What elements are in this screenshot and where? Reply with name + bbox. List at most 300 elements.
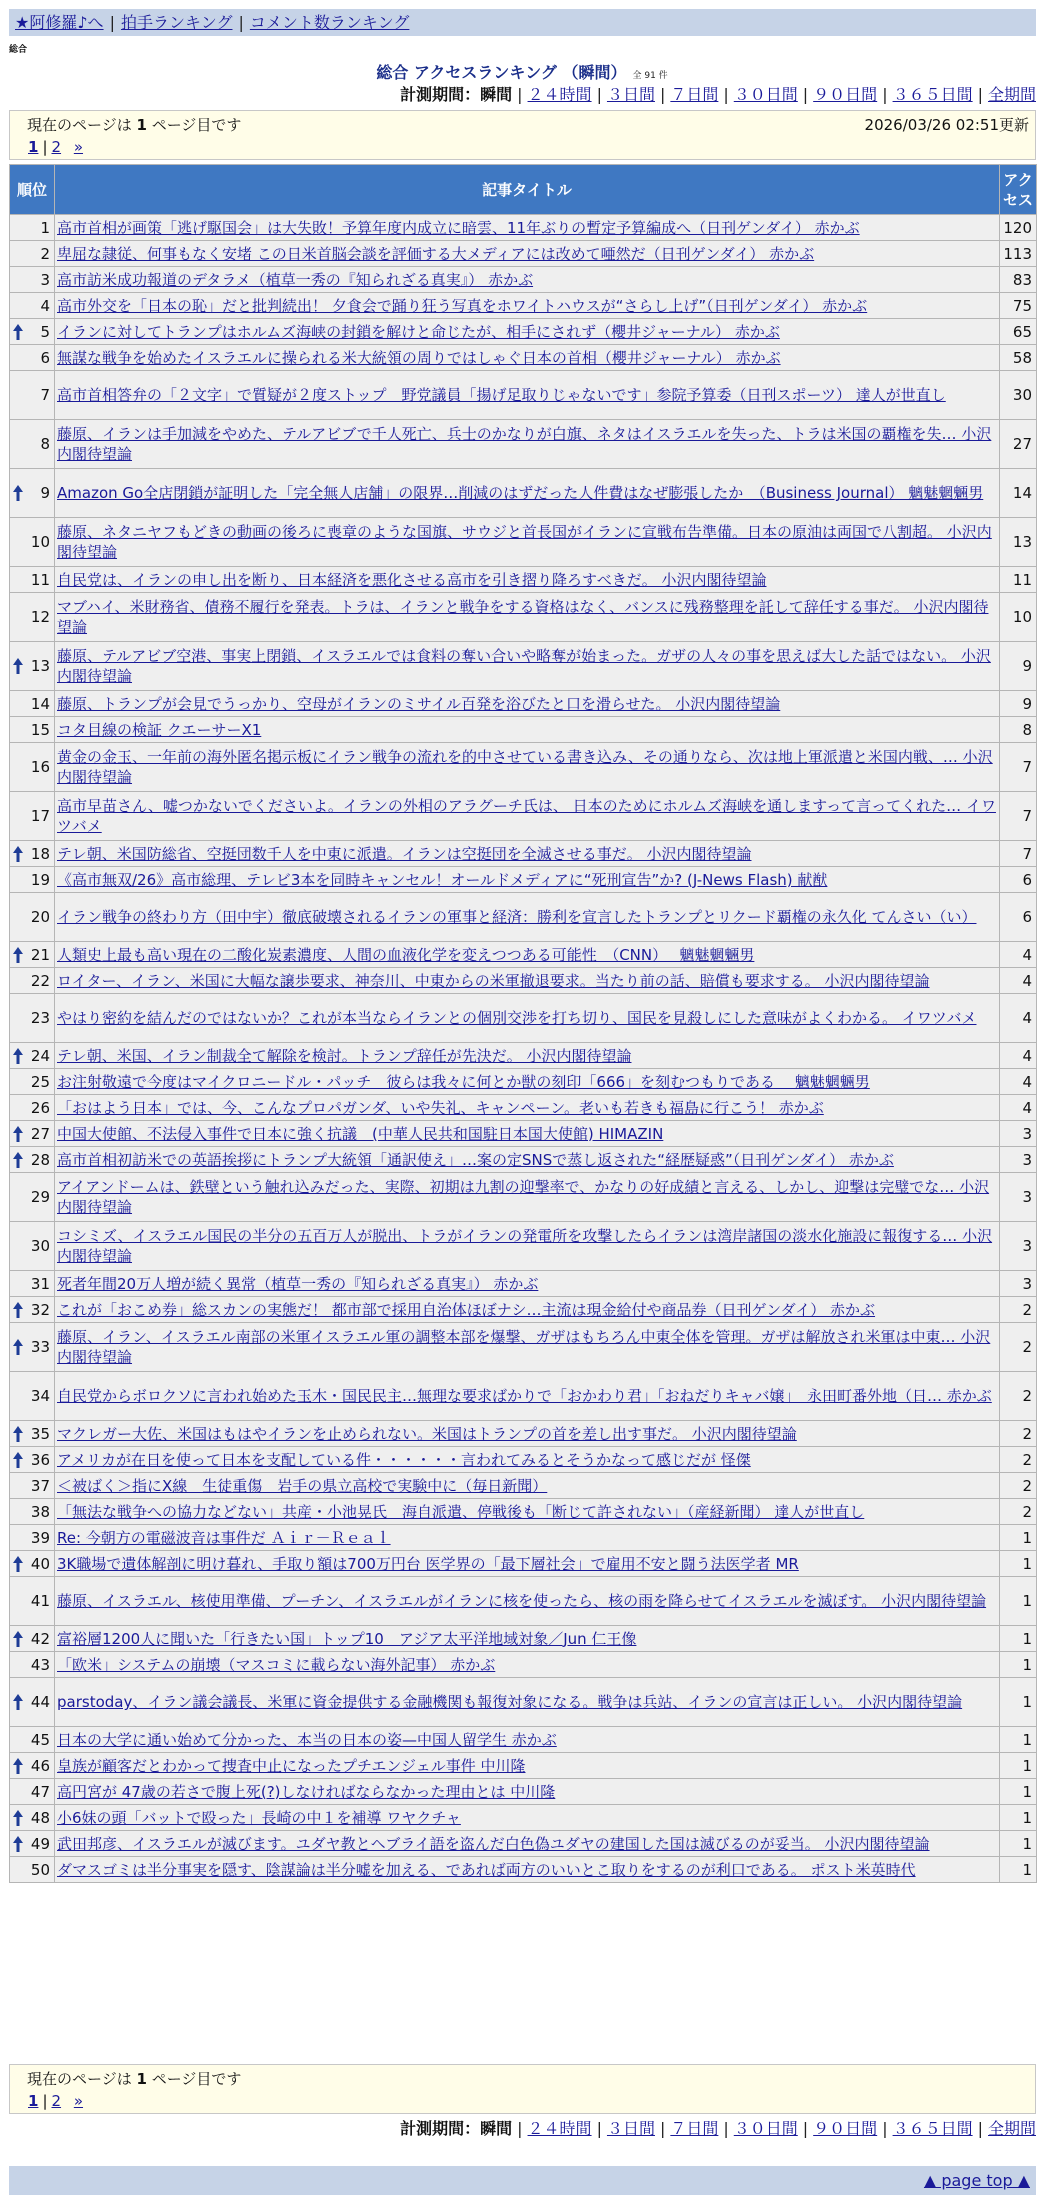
table-row bbox=[10, 241, 1036, 266]
rank-number: 2 bbox=[40, 244, 50, 263]
rank-up-arrow-icon bbox=[13, 1694, 23, 1710]
title-cell bbox=[55, 1173, 999, 1221]
article-title-link[interactable]: 高市首相が画策「逃げ駆国会」は大失敗！予算年度内成立に暗雲、11年ぶりの暫定予算編成へ（日刊ゲンダイ） 赤かぶ bbox=[57, 218, 860, 237]
page-link-current[interactable]: 1 bbox=[28, 2092, 39, 2110]
access-count: 7 bbox=[1000, 841, 1036, 866]
article-title-link[interactable]: 「おはよう日本」では、今、こんなプロパガンダ、いや失礼、キャンペーン。老いも若きも福島に行こう！ 赤かぶ bbox=[57, 1098, 824, 1117]
rank-number: 24 bbox=[30, 1046, 50, 1065]
top-navigation-bar bbox=[9, 9, 1036, 36]
current-page-number: 1 bbox=[136, 116, 147, 134]
rank-cell bbox=[10, 593, 54, 641]
table-row bbox=[10, 1147, 1036, 1172]
rank-up-arrow-icon bbox=[13, 1302, 23, 1318]
period-current: 瞬間 bbox=[480, 2119, 513, 2138]
title-cell bbox=[55, 1121, 999, 1146]
title-cell bbox=[55, 743, 999, 791]
page-link-2[interactable]: 2 bbox=[51, 138, 62, 156]
article-title-link[interactable]: 藤原、テルアビブ空港、事実上閉鎖、イスラエルでは食料の奪い合いや略奪が始まった。ガザの人々の事を思えば大した話ではない。 小沢内閣待望論 bbox=[57, 647, 991, 685]
article-title-link[interactable]: テレ朝、米国防総省、空挺団数千人を中東に派遣。イランは空挺団を全滅させる事だ。 小沢内閣待望論 bbox=[57, 844, 752, 863]
title-cell bbox=[55, 1551, 999, 1576]
title-cell bbox=[55, 893, 999, 941]
title-cell bbox=[55, 1297, 999, 1322]
table-row bbox=[10, 1727, 1036, 1752]
article-title-link[interactable]: コタ目線の検証 クエーサーX1 bbox=[57, 720, 262, 739]
separator: | bbox=[238, 13, 244, 32]
access-count: 3 bbox=[1000, 1173, 1036, 1221]
rank-number: 3 bbox=[40, 270, 50, 289]
period-link[interactable]: ７日間 bbox=[670, 2119, 719, 2138]
title-cell bbox=[55, 1577, 999, 1625]
separator: | bbox=[977, 2119, 983, 2138]
title-cell bbox=[55, 1753, 999, 1778]
rank-number: 32 bbox=[30, 1300, 50, 1319]
article-title-link[interactable]: 藤原、トランプが会見でうっかり、空母がイランのミサイル百発を浴びたと口を滑らせた。 小沢内閣待望論 bbox=[57, 694, 781, 713]
header-rank: 順位 bbox=[10, 165, 54, 214]
table-row bbox=[10, 1447, 1036, 1472]
title-cell bbox=[55, 1525, 999, 1550]
article-title-link[interactable]: 自民党からボロクソに言われ始めた玉木・国民民主…無理な要求ばかりで「おかわり君」「おねだりキャバ嬢」 永田町番外地（日… 赤かぶ bbox=[57, 1387, 992, 1405]
article-title-link[interactable]: 高市首相初訪米での英語挨拶にトランプ大統領「通訳使え」…案の定SNSで蒸し返された“経歴疑惑”（日刊ゲンダイ） 赤かぶ bbox=[57, 1150, 894, 1169]
article-title-link[interactable]: 自民党は、イランの申し出を断り、日本経済を悪化させる高市を引き摺り降ろすべきだ。 小沢内閣待望論 bbox=[57, 570, 767, 589]
table-row bbox=[10, 691, 1036, 716]
title-cell bbox=[55, 1727, 999, 1752]
article-title-link[interactable]: 皇族が顧客だとわかって捜査中止になったプチエンジェル事件 中川隆 bbox=[57, 1756, 526, 1775]
rank-number: 15 bbox=[30, 720, 50, 739]
table-row bbox=[10, 1831, 1036, 1856]
title-cell bbox=[55, 1069, 999, 1094]
article-title-link[interactable]: 中国大使館、不法侵入事件で日本に強く抗議 (中華人民共和国駐日本国大使館) HIMAZIN bbox=[57, 1124, 664, 1143]
access-count: 2 bbox=[1000, 1372, 1036, 1420]
access-count: 1 bbox=[1000, 1831, 1036, 1856]
table-row bbox=[10, 1525, 1036, 1550]
article-title-link[interactable]: 藤原、イスラエル、核使用準備、プーチン、イスラエルがイランに核を使ったら、核の雨を降らせてイスラエルを滅ぼす。 小沢内閣待望論 bbox=[57, 1592, 987, 1610]
period-link[interactable]: ３６５日間 bbox=[892, 85, 973, 104]
rank-number: 36 bbox=[30, 1450, 50, 1469]
table-row bbox=[10, 1857, 1036, 1882]
title-cell bbox=[55, 968, 999, 993]
rank-number: 18 bbox=[30, 844, 50, 863]
separator: | bbox=[882, 2119, 888, 2138]
table-row bbox=[10, 319, 1036, 344]
article-title-link[interactable]: 3K職場で遺体解剖に明け暮れ、手取り額は700万円台 医学界の「最下層社会」で雇用不安と闘う法医学者 MR bbox=[57, 1554, 799, 1573]
rank-cell bbox=[10, 968, 54, 993]
access-count: 1 bbox=[1000, 1577, 1036, 1625]
article-title-link[interactable]: マブハイ、米財務省、債務不履行を発表。トラは、イランと戦争をする資格はなく、バンスに残務整理を託して辞任する事だ。 小沢内閣待望論 bbox=[57, 598, 989, 636]
period-link[interactable]: 全期間 bbox=[987, 2119, 1036, 2138]
title-cell bbox=[55, 371, 999, 419]
rank-cell bbox=[10, 1857, 54, 1882]
page-link-2[interactable]: 2 bbox=[51, 2092, 62, 2110]
article-title-link[interactable]: 《高市無双/26》高市総理、テレビ3本を同時キャンセル！オールドメディアに“死刑宣告”か? (J-News Flash) 献猷 bbox=[57, 870, 828, 889]
rank-number: 13 bbox=[30, 657, 50, 675]
title-cell bbox=[55, 942, 999, 967]
rank-number: 9 bbox=[40, 484, 50, 502]
table-row bbox=[10, 841, 1036, 866]
period-link[interactable]: ３日間 bbox=[606, 85, 655, 104]
separator: | bbox=[723, 2119, 729, 2138]
access-count: 1 bbox=[1000, 1626, 1036, 1651]
title-cell bbox=[55, 319, 999, 344]
rank-number: 19 bbox=[30, 870, 50, 889]
table-row bbox=[10, 1323, 1036, 1371]
page-title-text: 総合 アクセスランキング （瞬間） bbox=[376, 63, 627, 82]
article-title-link[interactable]: Re: 今朝方の電磁波音は事件だ Ａｉｒ－Ｒｅａｌ bbox=[57, 1528, 391, 1547]
article-title-link[interactable]: アメリカが在日を使って日本を支配している件・・・・・・言われてみるとそうかなって感じだが 怪傑 bbox=[57, 1450, 751, 1469]
article-title-link[interactable]: 日本の大学に通い始めて分かった、本当の日本の姿—中国人留学生 赤かぶ bbox=[57, 1730, 557, 1749]
article-title-link[interactable]: 「欧米」システムの崩壊（マスコミに載らない海外記事） 赤かぶ bbox=[57, 1655, 496, 1674]
access-count: 4 bbox=[1000, 994, 1036, 1042]
access-count: 2 bbox=[1000, 1421, 1036, 1446]
rank-cell bbox=[10, 841, 54, 866]
access-count: 4 bbox=[1000, 1069, 1036, 1094]
rank-number: 5 bbox=[40, 322, 50, 341]
title-cell bbox=[55, 841, 999, 866]
table-row bbox=[10, 1372, 1036, 1420]
access-count: 4 bbox=[1000, 942, 1036, 967]
rank-number: 23 bbox=[30, 1009, 50, 1027]
title-cell bbox=[55, 1421, 999, 1446]
title-cell bbox=[55, 1447, 999, 1472]
rank-number: 30 bbox=[30, 1237, 50, 1255]
rank-number: 17 bbox=[30, 807, 50, 825]
rank-cell bbox=[10, 319, 54, 344]
period-selector-bottom bbox=[400, 2118, 1036, 2140]
article-title-link[interactable]: Amazon Go全店閉鎖が証明した「完全無人店舗」の限界…削減のはずだった人件費はなぜ膨張したか （Business Journal） 魑魅魍魎男 bbox=[57, 484, 984, 502]
access-count: 9 bbox=[1000, 691, 1036, 716]
rank-cell bbox=[10, 1372, 54, 1420]
article-title-link[interactable]: 藤原、ネタニヤフもどきの動画の後ろに喪章のような国旗、サウジと首長国がイランに宣戦布告準備。日本の原油は両国で八割超。 小沢内閣待望論 bbox=[57, 523, 992, 561]
table-row bbox=[10, 867, 1036, 892]
rank-cell bbox=[10, 1173, 54, 1221]
table-row bbox=[10, 792, 1036, 840]
rank-up-arrow-icon bbox=[13, 1631, 23, 1647]
article-title-link[interactable]: ロイター、イラン、米国に大幅な譲歩要求、神奈川、中東からの米軍撤退要求。当たり前の話、賠償も要求する。 小沢内閣待望論 bbox=[57, 971, 930, 990]
article-title-link[interactable]: 卑屈な隷従、何事もなく安堵 この日米首脳会談を評価する大メディアには改めて唖然だ（日刊ゲンダイ） 赤かぶ bbox=[57, 244, 815, 263]
table-row bbox=[10, 215, 1036, 240]
table-header-row bbox=[10, 165, 1036, 214]
rank-number: 29 bbox=[30, 1188, 50, 1206]
rank-number: 7 bbox=[40, 386, 50, 404]
period-link[interactable]: ３０日間 bbox=[733, 85, 798, 104]
page-info-text: 現在のページは 1 ページ目です bbox=[27, 116, 242, 134]
rank-number: 12 bbox=[30, 608, 50, 626]
title-cell bbox=[55, 1147, 999, 1172]
total-count: 全 91 件 bbox=[632, 71, 668, 81]
separator: | bbox=[517, 85, 523, 104]
table-row bbox=[10, 1652, 1036, 1677]
rank-number: 48 bbox=[30, 1808, 50, 1827]
page-info-bottom bbox=[9, 2064, 1036, 2114]
title-cell bbox=[55, 293, 999, 318]
separator: | bbox=[659, 2119, 666, 2138]
access-count: 3 bbox=[1000, 1147, 1036, 1172]
article-title-link[interactable]: コシミズ、イスラエル国民の半分の五百万人が脱出、トラがイランの発電所を攻撃したらイランは湾岸諸国の淡水化施設に報復する… 小沢内閣待望論 bbox=[57, 1227, 993, 1265]
rank-cell bbox=[10, 1095, 54, 1120]
access-count: 120 bbox=[1000, 215, 1036, 240]
article-title-link[interactable]: parstoday、イラン議会議長、米軍に資金提供する金融機関も報復対象になる。戦争は兵站、イランの宣言は正しい。 小沢内閣待望論 bbox=[57, 1693, 963, 1711]
article-title-link[interactable]: 富裕層1200人に聞いた「行きたい国」トップ10 アジア太平洋地域対象／Jun 仁王像 bbox=[57, 1629, 637, 1648]
article-title-link[interactable]: 藤原、イラン、イスラエル南部の米軍イスラエル軍の調整本部を爆撃、ガザはもちろん中東全体を管理。ガザは解放され米軍は中東… 小沢内閣待望論 bbox=[57, 1328, 991, 1366]
period-link[interactable]: ２４時間 bbox=[527, 85, 592, 104]
article-title-link[interactable]: 高市外交を「日本の恥」だと批判続出！ 夕食会で踊り狂う写真をホワイトハウスが“さらし上げ”（日刊ゲンダイ） 赤かぶ bbox=[57, 296, 868, 315]
separator: | bbox=[659, 85, 666, 104]
period-link[interactable]: ９０日間 bbox=[813, 2119, 878, 2138]
table-row bbox=[10, 1551, 1036, 1576]
title-cell bbox=[55, 1372, 999, 1420]
article-title-link[interactable]: イラン戦争の終わり方（田中宇）徹底破壊されるイランの軍事と経済：勝利を宣言したトランプとリクード覇権の永久化 てんさい（い） bbox=[57, 908, 977, 926]
rank-up-arrow-icon bbox=[13, 947, 23, 963]
article-title-link[interactable]: 高市訪米成功報道のデタラメ（植草一秀の『知られざる真実』） 赤かぶ bbox=[57, 270, 534, 289]
title-cell bbox=[55, 1095, 999, 1120]
title-cell bbox=[55, 1831, 999, 1856]
period-current: 瞬間 bbox=[480, 85, 513, 104]
title-cell bbox=[55, 1805, 999, 1830]
table-row bbox=[10, 994, 1036, 1042]
page-link-current[interactable]: 1 bbox=[28, 138, 39, 156]
period-selector-top bbox=[400, 84, 1036, 106]
rank-cell bbox=[10, 1222, 54, 1270]
rank-cell bbox=[10, 1271, 54, 1296]
rank-cell bbox=[10, 215, 54, 240]
table-row bbox=[10, 743, 1036, 791]
rank-number: 20 bbox=[30, 908, 50, 926]
period-link[interactable]: 全期間 bbox=[987, 85, 1036, 104]
rank-cell bbox=[10, 345, 54, 370]
rank-number: 10 bbox=[30, 533, 50, 551]
rank-number: 14 bbox=[30, 694, 50, 713]
article-title-link[interactable]: やはり密約を結んだのではないか？これが本当ならイランとの個別交渉を打ち切り、国民を見殺しにした意味がよくわかる。 イワツバメ bbox=[57, 1009, 977, 1027]
page-info-top bbox=[9, 110, 1036, 160]
rank-cell bbox=[10, 1421, 54, 1446]
article-title-link[interactable]: 武田邦彦、イスラエルが滅びます。ユダヤ教とヘブライ語を盗んだ白色偽ユダヤの建国した国は滅びるのが妥当。 小沢内閣待望論 bbox=[57, 1834, 930, 1853]
article-title-link[interactable]: マクレガー大佐、米国はもはやイランを止められない。米国はトランプの首を差し出す事だ。 小沢内閣待望論 bbox=[57, 1424, 797, 1443]
table-row bbox=[10, 371, 1036, 419]
table-row bbox=[10, 420, 1036, 468]
article-title-link[interactable]: 小6妹の頭「バットで殴った」長崎の中１を補導 ワヤクチャ bbox=[57, 1808, 461, 1827]
access-count: 7 bbox=[1000, 743, 1036, 791]
access-count: 1 bbox=[1000, 1727, 1036, 1752]
rank-number: 25 bbox=[30, 1072, 50, 1091]
title-cell bbox=[55, 1779, 999, 1804]
rank-number: 1 bbox=[40, 218, 50, 237]
access-count: 2 bbox=[1000, 1447, 1036, 1472]
rank-number: 41 bbox=[30, 1592, 50, 1610]
table-row bbox=[10, 1499, 1036, 1524]
access-count: 1 bbox=[1000, 1551, 1036, 1576]
separator: | bbox=[882, 85, 888, 104]
rank-number: 26 bbox=[30, 1098, 50, 1117]
rank-number: 40 bbox=[30, 1554, 50, 1573]
rank-up-arrow-icon bbox=[13, 1810, 23, 1826]
period-link[interactable]: ９０日間 bbox=[813, 85, 878, 104]
rank-up-arrow-icon bbox=[13, 485, 23, 501]
access-count: 1 bbox=[1000, 1779, 1036, 1804]
rank-cell bbox=[10, 469, 54, 517]
access-count: 2 bbox=[1000, 1297, 1036, 1322]
home-link[interactable]: ★阿修羅♪へ bbox=[15, 13, 104, 32]
title-cell bbox=[55, 1499, 999, 1524]
title-cell bbox=[55, 518, 999, 566]
table-row bbox=[10, 968, 1036, 993]
access-count: 65 bbox=[1000, 319, 1036, 344]
rank-cell bbox=[10, 1323, 54, 1371]
rank-cell bbox=[10, 1525, 54, 1550]
page-top-link[interactable]: ▲ page top ▲ bbox=[923, 2171, 1030, 2190]
title-cell bbox=[55, 593, 999, 641]
separator: | bbox=[596, 85, 602, 104]
article-title-link[interactable]: 藤原、イランは手加減をやめた、テルアビブで千人死亡、兵士のかなりが白旗、ネタはイスラエルを失った、トラは米国の覇権を失… 小沢内閣待望論 bbox=[57, 425, 992, 463]
access-count: 14 bbox=[1000, 469, 1036, 517]
title-cell bbox=[55, 642, 999, 690]
access-count: 2 bbox=[1000, 1473, 1036, 1498]
rank-cell bbox=[10, 893, 54, 941]
article-title-link[interactable]: 黄金の金玉、一年前の海外匿名掲示板にイラン戦争の流れを的中させている書き込み、その通りなら、次は地上軍派遣と米国内戦、… 小沢内閣待望論 bbox=[57, 748, 993, 786]
breadcrumb: 総合 bbox=[9, 45, 28, 55]
access-count: 113 bbox=[1000, 241, 1036, 266]
access-count: 75 bbox=[1000, 293, 1036, 318]
rank-number: 21 bbox=[30, 945, 50, 964]
rank-cell bbox=[10, 942, 54, 967]
title-cell bbox=[55, 1323, 999, 1371]
table-row bbox=[10, 1678, 1036, 1726]
title-cell bbox=[55, 1473, 999, 1498]
title-cell bbox=[55, 267, 999, 292]
period-link[interactable]: ７日間 bbox=[670, 85, 719, 104]
rank-number: 43 bbox=[30, 1655, 50, 1674]
rank-cell bbox=[10, 691, 54, 716]
article-title-link[interactable]: これが「おこめ券」総スカンの実態だ！ 都市部で採用自治体ほぼナシ…主流は現金給付や商品券（日刊ゲンダイ） 赤かぶ bbox=[57, 1300, 876, 1319]
table-row bbox=[10, 1271, 1036, 1296]
rank-number: 42 bbox=[30, 1629, 50, 1648]
title-cell bbox=[55, 792, 999, 840]
table-row bbox=[10, 942, 1036, 967]
title-cell bbox=[55, 469, 999, 517]
article-title-link[interactable]: 高市首相答弁の「２文字」で質疑が２度ストップ 野党議員「揚げ足取りじゃないです」参院予算委（日刊スポーツ） 達人が世直し bbox=[57, 386, 946, 404]
updated-timestamp: 2026/03/26 02:51更新 bbox=[864, 116, 1029, 134]
table-row bbox=[10, 593, 1036, 641]
article-title-link[interactable]: 人類史上最も高い現在の二酸化炭素濃度、人間の血液化学を変えつつある可能性 （CNN） 魑魅魍魎男 bbox=[57, 945, 755, 964]
header-access: アクセス bbox=[1000, 165, 1036, 214]
article-title-link[interactable]: アイアンドームは、鉄壁という触れ込みだった、実際、初期は九割の迎撃率で、かなりの好成績と言える、しかし、迎撃は完璧でな… 小沢内閣待望論 bbox=[57, 1178, 990, 1216]
ranking-table bbox=[9, 164, 1037, 1883]
table-row bbox=[10, 345, 1036, 370]
rank-number: 45 bbox=[30, 1730, 50, 1749]
rank-cell bbox=[10, 1043, 54, 1068]
article-title-link[interactable]: ダマスゴミは半分事実を隠す、陰謀論は半分嘘を加える、であれば両方のいいとこ取りをするのが利口である。 ポスト米英時代 bbox=[57, 1860, 916, 1879]
rank-number: 22 bbox=[30, 971, 50, 990]
rank-cell bbox=[10, 1652, 54, 1677]
article-title-link[interactable]: 高市早苗さん、嘘つかないでくださいよ。イランの外相のアラグーチ氏は、 日本のためにホルムズ海峡を通しますって言ってくれた… イワツバメ bbox=[57, 797, 996, 835]
article-title-link[interactable]: 無謀な戦争を始めたイスラエルに操られる米大統領の周りではしゃぐ日本の首相（櫻井ジャーナル） 赤かぶ bbox=[57, 348, 781, 367]
access-count: 13 bbox=[1000, 518, 1036, 566]
access-count: 3 bbox=[1000, 1121, 1036, 1146]
article-title-link[interactable]: 高円宮が 47歳の若さで腹上死(?)しなければならなかった理由とは 中川隆 bbox=[57, 1782, 556, 1801]
table-row bbox=[10, 1069, 1036, 1094]
period-link[interactable]: ３日間 bbox=[606, 2119, 655, 2138]
rank-cell bbox=[10, 567, 54, 592]
period-link[interactable]: ３０日間 bbox=[733, 2119, 798, 2138]
separator: | bbox=[977, 85, 983, 104]
access-count: 1 bbox=[1000, 1753, 1036, 1778]
period-label: 計測期間： bbox=[400, 2119, 481, 2138]
title-cell bbox=[55, 1652, 999, 1677]
rank-number: 50 bbox=[30, 1860, 50, 1879]
period-link[interactable]: ２４時間 bbox=[527, 2119, 592, 2138]
rank-up-arrow-icon bbox=[13, 324, 23, 340]
separator: | bbox=[109, 13, 115, 32]
next-page-link[interactable]: » bbox=[73, 138, 84, 156]
rank-up-arrow-icon bbox=[13, 1126, 23, 1142]
rank-number: 35 bbox=[30, 1424, 50, 1443]
access-count: 11 bbox=[1000, 567, 1036, 592]
article-title-link[interactable]: イランに対してトランプはホルムズ海峡の封鎖を解けと命じたが、相手にされず（櫻井ジャーナル） 赤かぶ bbox=[57, 322, 780, 341]
rank-up-arrow-icon bbox=[13, 1452, 23, 1468]
rank-number: 27 bbox=[30, 1124, 50, 1143]
comment-ranking-link[interactable]: コメント数ランキング bbox=[249, 13, 410, 32]
table-row bbox=[10, 642, 1036, 690]
rank-up-arrow-icon bbox=[13, 1152, 23, 1168]
title-cell bbox=[55, 1222, 999, 1270]
access-count: 1 bbox=[1000, 1857, 1036, 1882]
article-title-link[interactable]: テレ朝、米国、イラン制裁全て解除を検討。トランプ辞任が先決だ。 小沢内閣待望論 bbox=[57, 1046, 632, 1065]
pagination: 1 | 2 » bbox=[28, 138, 84, 156]
period-link[interactable]: ３６５日間 bbox=[892, 2119, 973, 2138]
table-row bbox=[10, 1577, 1036, 1625]
rank-cell bbox=[10, 1121, 54, 1146]
header-title: 記事タイトル bbox=[55, 165, 999, 214]
applause-ranking-link[interactable]: 拍手ランキング bbox=[120, 13, 233, 32]
rank-cell bbox=[10, 1499, 54, 1524]
rank-number: 8 bbox=[40, 435, 50, 453]
table-row bbox=[10, 518, 1036, 566]
article-title-link[interactable]: 「無法な戦争への協力などない」共産・小池晃氏 海自派遣、停戦後も「断じて許されない」（産経新聞） 達人が世直し bbox=[57, 1502, 865, 1521]
page-info-text: 現在のページは 1 ページ目です bbox=[27, 2070, 242, 2088]
rank-number: 39 bbox=[30, 1528, 50, 1547]
rank-number: 44 bbox=[30, 1693, 50, 1711]
access-count: 7 bbox=[1000, 792, 1036, 840]
table-row bbox=[10, 1222, 1036, 1270]
access-count: 1 bbox=[1000, 1805, 1036, 1830]
access-count: 1 bbox=[1000, 1678, 1036, 1726]
table-row bbox=[10, 1779, 1036, 1804]
article-title-link[interactable]: 死者年間20万人増が続く異常（植草一秀の『知られざる真実』） 赤かぶ bbox=[57, 1274, 539, 1293]
article-title-link[interactable]: お注射敬遠で今度はマイクロニードル・パッチ 彼らは我々に何とか獣の刻印「666」を刻むつもりである 魑魅魍魎男 bbox=[57, 1072, 870, 1091]
rank-cell bbox=[10, 743, 54, 791]
title-cell bbox=[55, 420, 999, 468]
title-cell bbox=[55, 1626, 999, 1651]
access-count: 27 bbox=[1000, 420, 1036, 468]
access-count: 1 bbox=[1000, 1652, 1036, 1677]
access-count: 58 bbox=[1000, 345, 1036, 370]
rank-cell bbox=[10, 717, 54, 742]
separator: | bbox=[723, 85, 729, 104]
rank-up-arrow-icon bbox=[13, 846, 23, 862]
access-count: 10 bbox=[1000, 593, 1036, 641]
rank-cell bbox=[10, 867, 54, 892]
current-page-number: 1 bbox=[136, 2070, 147, 2088]
access-count: 6 bbox=[1000, 893, 1036, 941]
article-title-link[interactable]: ＜被ばく＞指にX線 生徒重傷 岩手の県立高校で実験中に（毎日新聞） bbox=[57, 1476, 548, 1495]
rank-number: 31 bbox=[30, 1274, 50, 1293]
title-cell bbox=[55, 994, 999, 1042]
rank-cell bbox=[10, 994, 54, 1042]
rank-number: 46 bbox=[30, 1756, 50, 1775]
period-label: 計測期間： bbox=[400, 85, 481, 104]
access-count: 83 bbox=[1000, 267, 1036, 292]
access-count: 4 bbox=[1000, 968, 1036, 993]
access-count: 6 bbox=[1000, 867, 1036, 892]
next-page-link[interactable]: » bbox=[73, 2092, 84, 2110]
